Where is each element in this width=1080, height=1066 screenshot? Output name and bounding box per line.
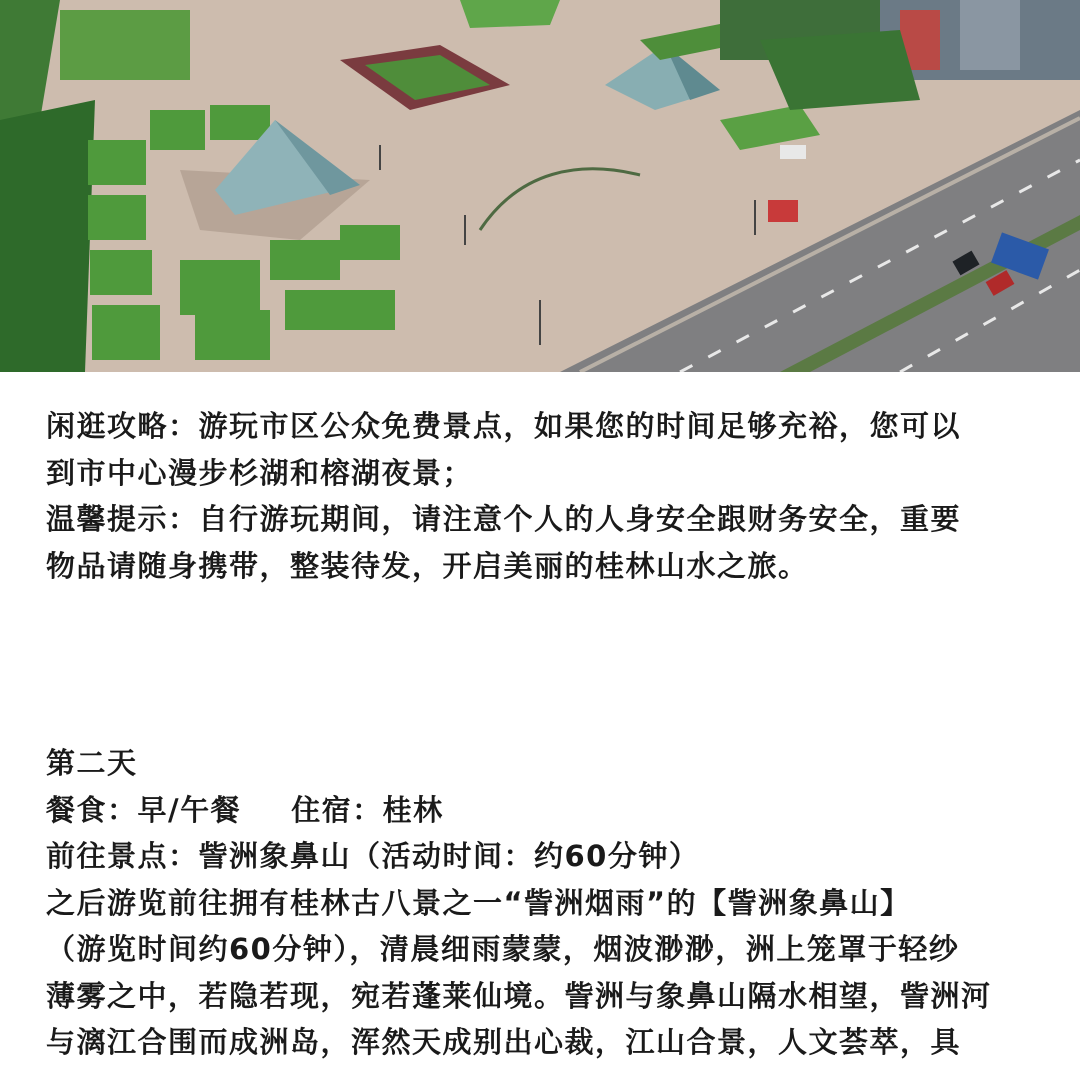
day2-desc-3: 薄雾之中，若隐若现，宛若蓬莱仙境。訾洲与象鼻山隔水相望，訾洲河 — [46, 978, 992, 1013]
tips-line-2: 到市中心漫步杉湖和榕湖夜景； — [46, 455, 474, 490]
tips-line-3: 温馨提示：自行游玩期间，请注意个人的人身安全跟财务安全，重要 — [46, 502, 962, 536]
day2-section — [46, 740, 1056, 1066]
day2-spot: 前往景点：訾洲象鼻山（活动时间：约60分钟） — [46, 839, 700, 873]
tips-line-4: 物品请随身携带，整装待发，开启美丽的桂林山水之旅。 — [46, 548, 809, 583]
day2-meals-stay — [46, 787, 1056, 834]
tips-section — [46, 403, 1056, 589]
stay-text: 住宿：桂林 — [291, 792, 444, 827]
day2-desc-4: 与漓江合围而成洲岛，浑然天成别出心裁，江山合景，人文荟萃，具 — [46, 1025, 962, 1059]
tips-line-1: 闲逛攻略：游玩市区公众免费景点，如果您的时间足够充裕，您可以 — [46, 409, 962, 443]
day2-desc-2: （游览时间约60分钟），清晨细雨蒙蒙，烟波渺渺，洲上笼罩于轻纱 — [46, 932, 960, 966]
day2-desc-1: 之后游览前往拥有桂林古八景之一“訾洲烟雨”的【訾洲象鼻山】 — [46, 885, 911, 920]
meals-text: 餐食：早/午餐 — [46, 792, 242, 827]
city-square-photo — [0, 0, 1080, 372]
day2-title: 第二天 — [46, 746, 138, 780]
